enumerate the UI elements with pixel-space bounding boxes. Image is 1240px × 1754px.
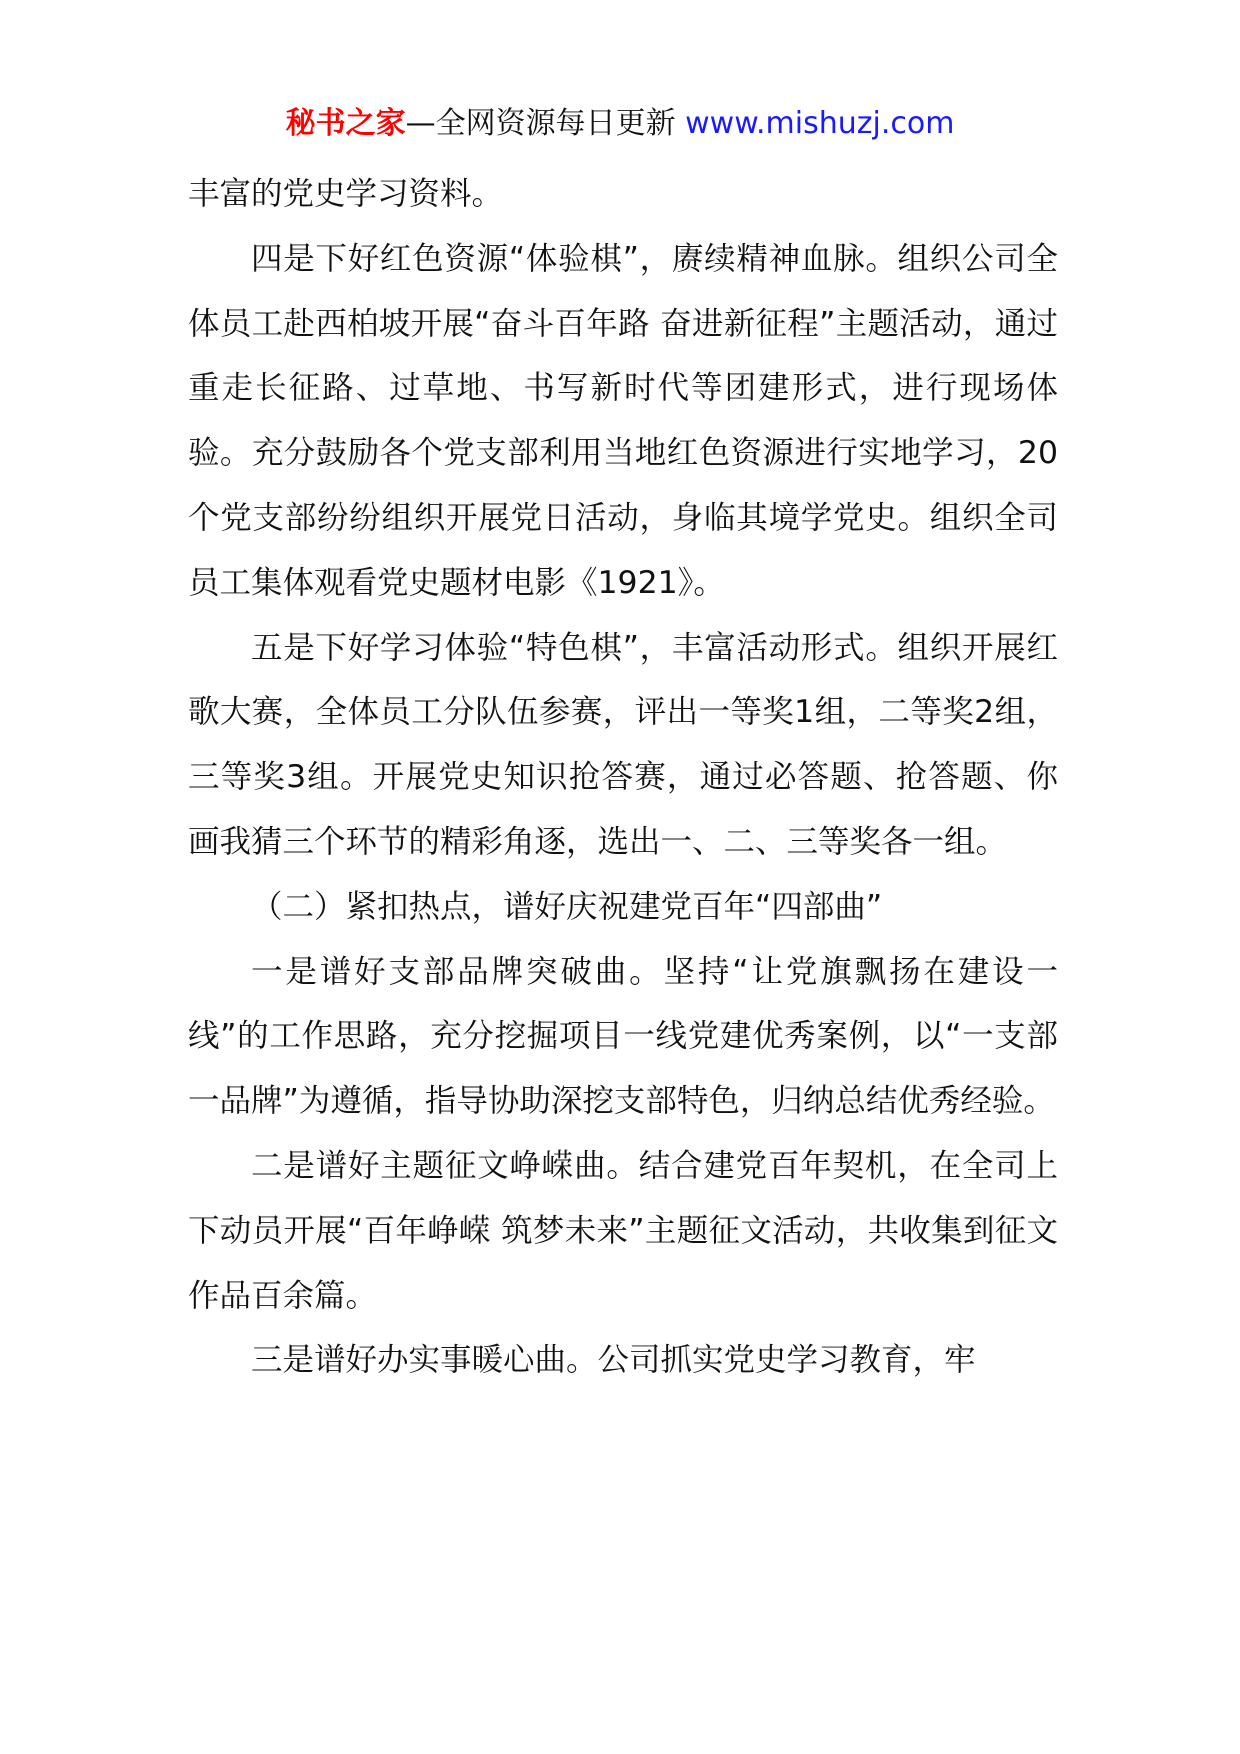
document-body bbox=[188, 162, 1058, 1393]
paragraph-practical-deeds: 三是谱好办实事暖心曲。公司抓实党史学习教育，牢 bbox=[251, 1342, 976, 1379]
header-tagline: —全网资源每日更新 bbox=[405, 106, 676, 141]
paragraph-essay-contest: 二是谱好主题征文峥嵘曲。结合建党百年契机，在全司上下动员开展“百年峥嵘 筑梦未来”主题征文活动，共收集到征文作品百余篇。 bbox=[188, 1147, 1058, 1314]
paragraph-red-resources: 四是下好红色资源“体验棋”，赓续精神血脉。组织公司全体员工赴西柏坡开展“奋斗百年路 奋进新征程”主题活动，通过重走长征路、过草地、书写新时代等团建形式，进行现场体验。充分鼓励各个党支部利用当地红色资源进行实地学习，20个党支部纷纷组织开展党日活动，身临其境学党史。组织全司员工集体观看党史题材电影《1921》。 bbox=[188, 240, 1058, 601]
paragraph-branch-brand: 一是谱好支部品牌突破曲。坚持“让党旗飘扬在建设一线”的工作思路，充分挖掘项目一线党建优秀案例，以“一支部一品牌”为遵循，指导协助深挖支部特色，归纳总结优秀经验。 bbox=[188, 953, 1058, 1120]
header-site-link[interactable]: www.mishuzj.com bbox=[685, 106, 955, 141]
paragraph-learning-experience: 五是下好学习体验“特色棋”，丰富活动形式。组织开展红歌大赛，全体员工分队伍参赛，评出一等奖1组，二等奖2组，三等奖3组。开展党史知识抢答赛，通过必答题、抢答题、你画我猜三个环节的精彩角逐，选出一、二、三等奖各一组。 bbox=[188, 629, 1058, 860]
page-header bbox=[0, 100, 1240, 148]
paragraph-continuation: 丰富的党史学习资料。 bbox=[188, 176, 504, 212]
section-subheading: （二）紧扣热点，谱好庆祝建党百年“四部曲” bbox=[251, 888, 883, 925]
header-brand: 秘书之家 bbox=[285, 106, 406, 141]
